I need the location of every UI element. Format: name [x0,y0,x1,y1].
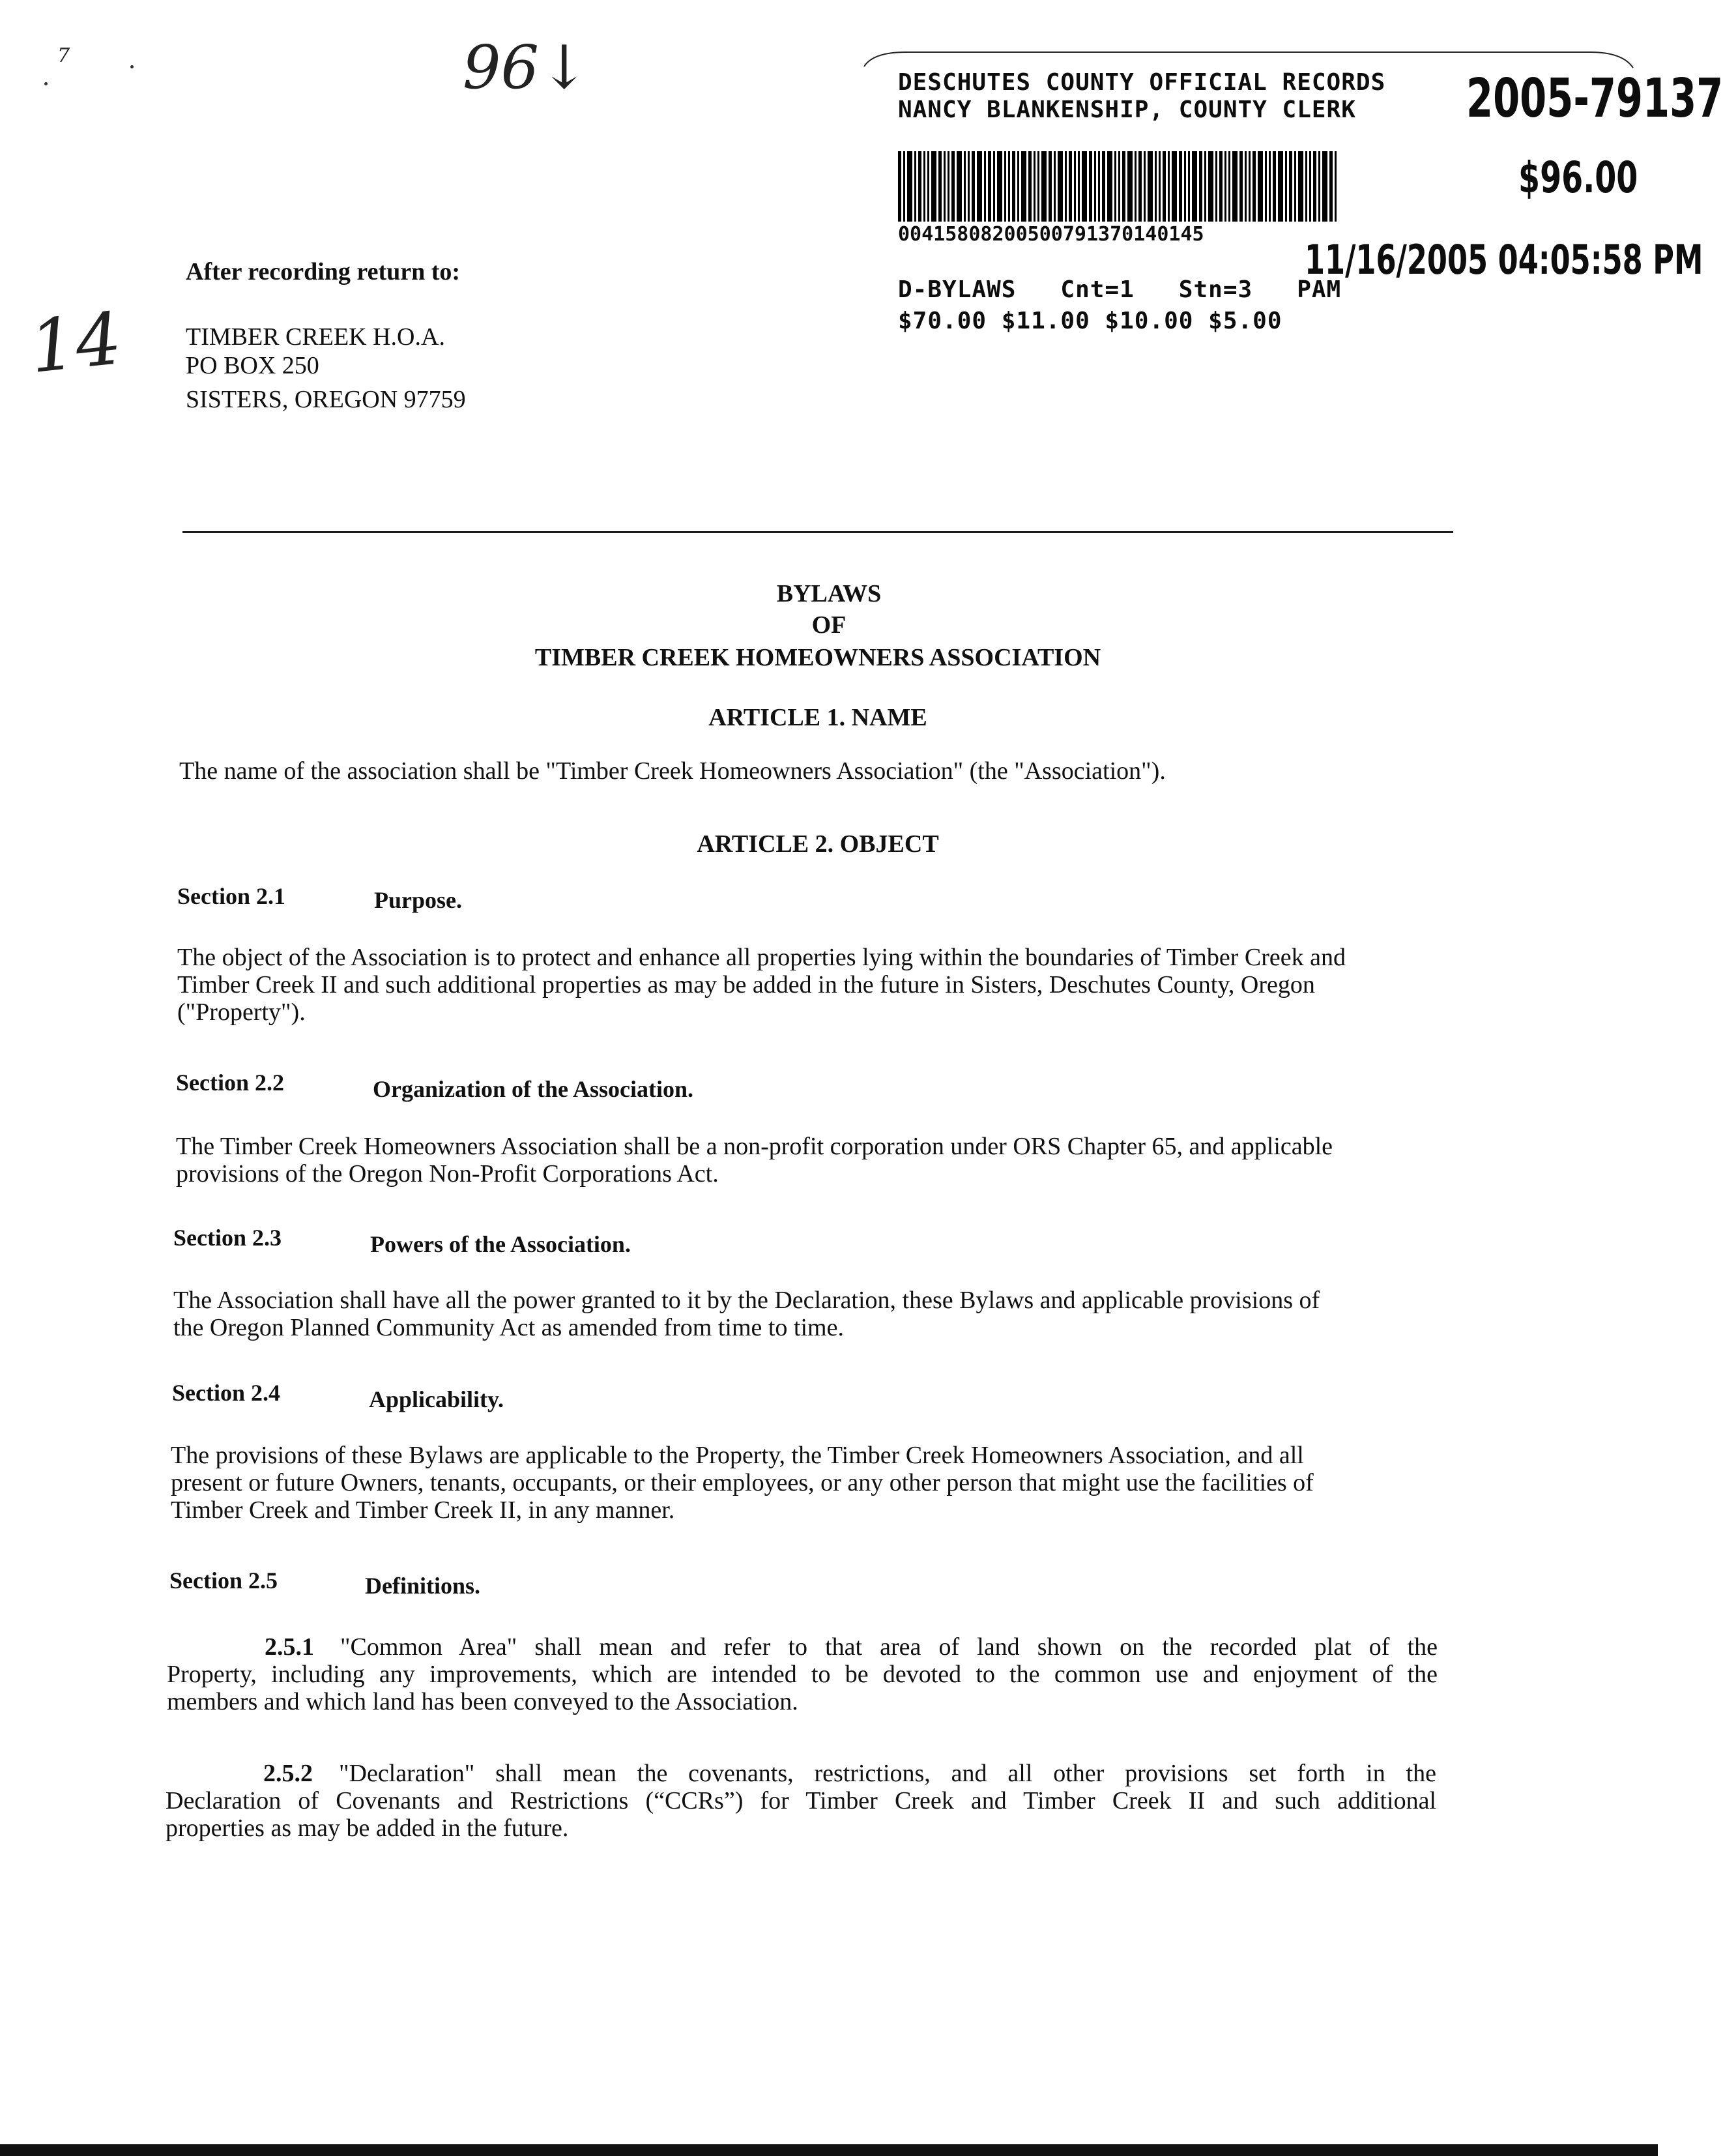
definition-2-5-2 [166,1760,1436,1842]
stamp-record-number: 2005-79137 [1466,68,1723,130]
section-2-4-title: Applicability. [369,1386,504,1412]
section-2-3-number: Section 2.3 [173,1225,282,1251]
body-line: Timber Creek and Timber Creek II, in any manner. [171,1496,675,1524]
recording-stamp [860,47,1723,353]
definition-2-5-1 [167,1633,1438,1715]
body-line: The object of the Association is to protect and enhance all properties lying within the boundaries of Timber Creek and [177,944,1346,971]
body-line: Timber Creek II and such additional properties as may be added in the future in Sisters, Deschutes County, Oregon [177,971,1315,998]
article-2-heading: ARTICLE 2. OBJECT [697,830,939,858]
definition-number: 2.5.1 [265,1633,314,1661]
body-line: the Oregon Planned Community Act as amended from time to time. [173,1314,844,1341]
body-line: The Timber Creek Homeowners Association shall be a non-profit corporation under ORS Chapter 65, and applicable [176,1133,1333,1160]
body-line: properties as may be added in the future. [166,1814,569,1842]
section-2-4-number: Section 2.4 [172,1380,280,1406]
article-1-text: The name of the association shall be "Timber Creek Homeowners Association" (the "Association"). [179,757,1166,785]
body-line: "Common Area" shall mean and refer to that area of land shown on the recorded plat of the [340,1633,1438,1661]
section-2-1-title: Purpose. [374,887,462,913]
body-line: Property, including any improvements, which are intended to be devoted to the common use and enjoyment of the [167,1661,1438,1688]
horizontal-divider [182,531,1453,533]
barcode-graphic [898,151,1419,222]
stamp-barcode-digits: 00415808200500791370140145 [898,223,1204,246]
section-2-3-title: Powers of the Association. [370,1231,631,1257]
stamp-fee-total: $96.00 [1518,153,1638,203]
definition-number: 2.5.2 [263,1760,313,1787]
stamp-document-type: D-BYLAWS Cnt=1 Stn=3 PAM [898,276,1342,303]
section-2-2-title: Organization of the Association. [373,1076,693,1102]
stamp-clerk-line: NANCY BLANKENSHIP, COUNTY CLERK [898,96,1356,123]
return-address-line1: TIMBER CREEK H.O.A. [186,323,445,351]
body-line: The provisions of these Bylaws are applicable to the Property, the Timber Creek Homeowners Association, and all [171,1442,1304,1469]
section-2-2-number: Section 2.2 [176,1070,284,1096]
document-title-of: OF [811,611,847,639]
section-2-1-number: Section 2.1 [177,883,285,909]
return-address-line3: SISTERS, OREGON 97759 [186,386,466,413]
handwritten-corner-mark: 7 [57,44,70,67]
scan-speck [130,65,134,68]
handwritten-side-number: 14 [25,297,126,389]
body-line: Declaration of Covenants and Restrictions (“CCRs”) for Timber Creek and Timber Creek II and such additional [166,1787,1436,1814]
body-line: members and which land has been conveyed to the Association. [167,1688,798,1715]
return-address-line2: PO BOX 250 [186,352,319,379]
handwritten-page-note: 96↓ [463,33,590,102]
return-heading: After recording return to: [186,258,461,285]
body-line: The Association shall have all the power granted to it by the Declaration, these Bylaws and applicable provisions of [173,1287,1320,1314]
section-2-5-number: Section 2.5 [169,1567,278,1594]
document-title: BYLAWS [776,580,882,607]
section-2-3-body [173,1287,1483,1341]
stamp-datetime: 11/16/2005 04:05:58 PM [1305,236,1703,284]
body-line: "Declaration" shall mean the covenants, restrictions, and all other provisions set forth in the [339,1760,1436,1787]
stamp-fees: $70.00 $11.00 $10.00 $5.00 [898,308,1282,334]
body-line: present or future Owners, tenants, occupants, or their employees, or any other person that might use the facilities of [171,1469,1314,1496]
scan-speck [44,82,48,85]
stamp-office-line: DESCHUTES COUNTY OFFICIAL RECORDS [898,69,1386,96]
section-2-1-body [177,944,1481,1026]
article-1-heading: ARTICLE 1. NAME [708,704,927,731]
scan-bottom-edge [0,2144,1658,2156]
body-line: ("Property"). [177,998,306,1026]
body-line: provisions of the Oregon Non-Profit Corporations Act. [176,1160,719,1187]
section-2-4-body [171,1442,1481,1524]
section-2-5-title: Definitions. [365,1573,481,1599]
section-2-2-body [176,1133,1479,1187]
association-name: TIMBER CREEK HOMEOWNERS ASSOCIATION [534,644,1101,671]
